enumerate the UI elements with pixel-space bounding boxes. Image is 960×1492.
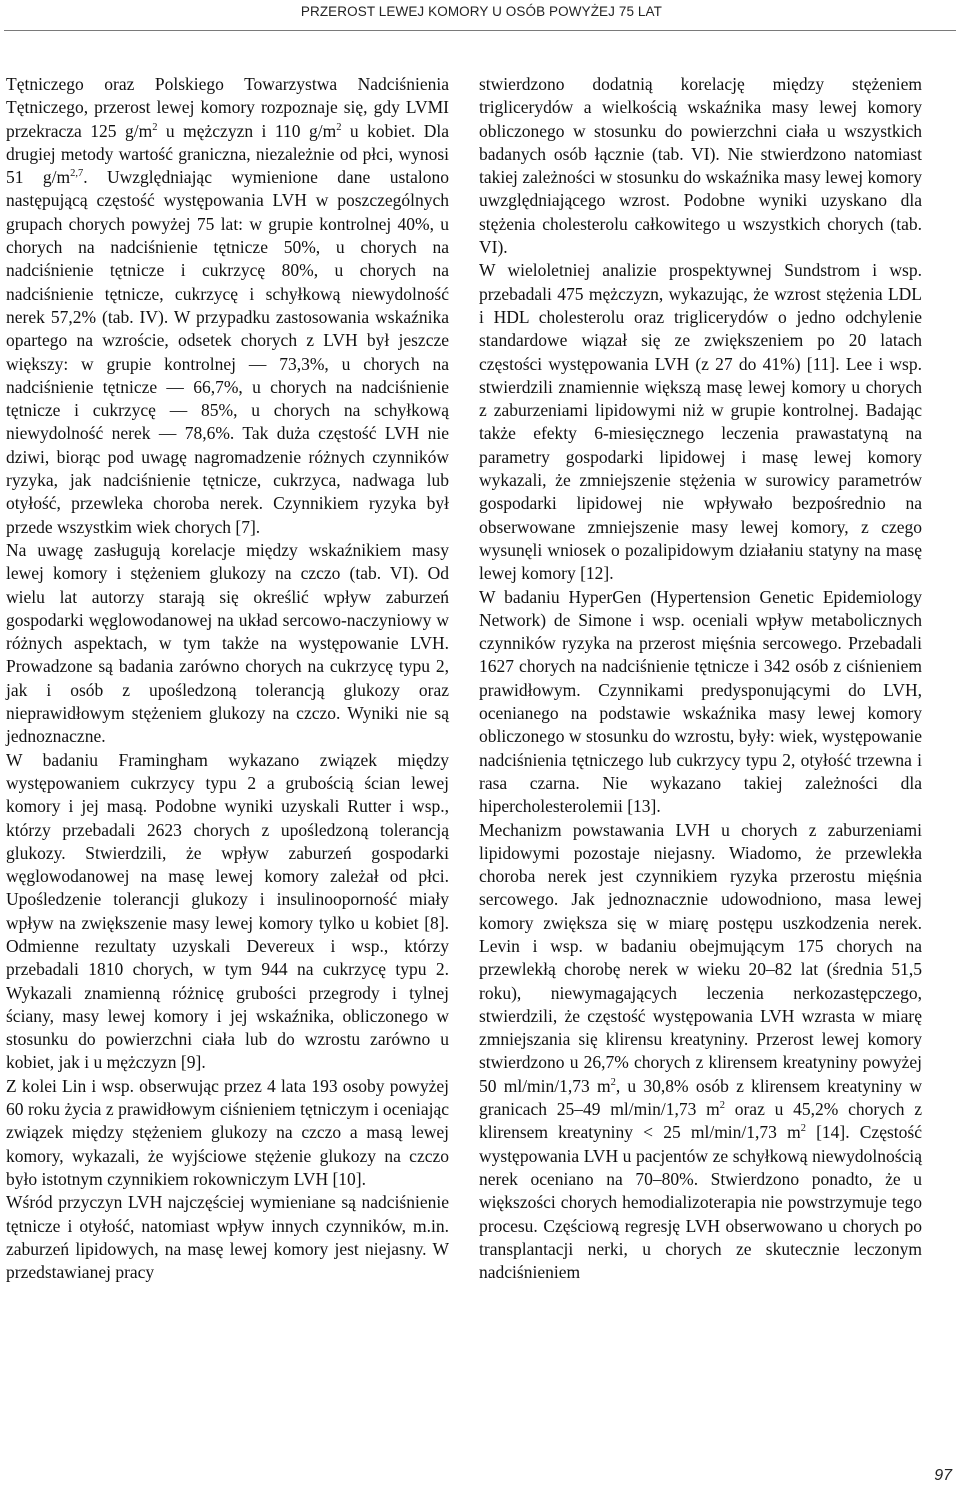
paragraph: W wieloletniej analizie prospektywnej Sundstrom i wsp. przebadali 475 mężczyzn, wykazując, że wzrost stężenia LDL i HDL cholesterolu oraz triglicerydów o jedno odchylenie standardowe wiązał się ze zwiększeniem po 20 latach częstości występowania LVH (z 27 do 41%) [11]. Lee i wsp. stwierdzili znamiennie większą masę lewej komory u chorych z zaburzeniami lipidowymi niż w grupie kontrolnej. Badając także efekty 6-miesięcznego leczenia prawastatyną na parametry gospodarki lipidowej i masę lewej komory wykazali, że zmniejszenie stężenia w surowicy parametrów gospodarki lipidowej nie wpływało bezpośrednio na obserwowane zmniejszenie masy lewej komory, z czego wysunęli wniosek o pozalipidowym działaniu statyny na masę lewej komory [12]. — [479, 260, 922, 584]
paragraph: Wśród przyczyn LVH najczęściej wymieniane są nadciśnienie tętnicze i otyłość, natomiast wpływ innych czynników, m.in. zaburzeń lipidowych, na masę lewej komory jest niejasny. W przedstawianej pracy — [6, 1192, 449, 1283]
paragraph: Mechanizm powstawania LVH u chorych z zaburzeniami lipidowymi pozostaje niejasny. Wiadomo, że przewlekła choroba nerek jest czynnikiem ryzyka przerostu mięśnia sercowego. Jak jednoznacznie udowodniono, masa lewej komory zwiększa się w miarę postępu uszkodzenia nerek. Levin i wsp. w badaniu obejmującym 175 chorych na przewlekłą chorobę nerek w wieku 20–82 lat (średnia 51,5 roku), niewymagających leczenia nerkozastępczego, stwierdzili, że częstość występowania LVH wzrasta w miarę zmniejszania się klirensu kreatyniny. Przerost lewej komory stwierdzono u 26,7% chorych z klirensem kreatyniny powyżej 50 ml/min/1,73 $m^2$, u 30,8% osób z klirensem kreatyniny w granicach 25–49 ml/min/1,73 $m^2$ oraz u 45,2% chorych z klirensem kreatyniny < 25 ml/min/1,73 $m^2$ [14]. Częstość występowania LVH u pacjentów ze schyłkową niewydolnością nerek oceniano na 70–80%. Stwierdzono ponadto, że u większości chorych hemodializoterapia nie powstrzymuje tego procesu. Częściową regresję LVH obserwowano u chorych po transplantacji nerki, u chorych ze skutecznie leczonym nadciśnieniem — [479, 819, 922, 1283]
header-rule — [4, 30, 956, 31]
right-column — [479, 73, 922, 1284]
paragraph: Z kolei Lin i wsp. obserwując przez 4 lata 193 osoby powyżej 60 roku życia z prawidłowym ciśnieniem tętniczym i oceniając związek między stężeniem glukozy na czczo a masą lewej komory, wykazali, że wyjściowe stężenie glukozy na czczo było istotnym czynnikiem rokowniczym LVH [10]. — [6, 1075, 449, 1189]
running-head: PRZEROST LEWEJ KOMORY U OSÓB POWYŻEJ 75 LAT — [300, 4, 662, 19]
paragraph: W badaniu HyperGen (Hypertension Genetic Epidemiology Network) de Simone i wsp. oceniali wpływ metabolicznych czynników ryzyka na przerost mięśnia sercowego. Przebadali 1627 chorych na nadciśnienie tętnicze i 342 osób z ciśnieniem prawidłowym. Czynnikami predysponującymi do LVH, ocenianego na podstawie wskaźnika masy lewej komory obliczonego w stosunku do wzrostu, były: wiek, występowanie nadciśnienia tętniczego lub cukrzycy typu 2, otyłość trzewna i rasa czarna. Nie wykazano takiej zależności dla hipercholesterolemii [13]. — [479, 586, 922, 817]
paragraph: stwierdzono dodatnią korelację między stężeniem triglicerydów a wielkością wskaźnika masy lewej komory obliczonego w stosunku do powierzchni ciała u wszystkich badanych osób łącznie (tab. VI). Nie stwierdzono natomiast takiej zależności w stosunku do wskaźnika masy lewej komory uwzględniającego wzrost. Podobne wyniki uzyskano dla stężenia cholesterolu całkowitego u wszystkich chorych (tab. VI). — [479, 74, 922, 258]
page-number: 97 — [934, 1467, 952, 1484]
paragraph: W badaniu Framingham wykazano związek między występowaniem cukrzycy typu 2 a grubością ścian lewej komory i jej masą. Podobne wyniki uzyskali Rutter i wsp., którzy przebadali 2623 chorych z upośledzoną tolerancją glukozy. Stwierdzili, że wpływ zaburzeń gospodarki węglowodanowej na masę lewej komory zależał od płci. Upośledzenie tolerancji glukozy i insulinooporność miały wpływ na zwiększenie masy lewej komory tylko u kobiet [8]. Odmienne rezultaty uzyskali Devereux i wsp., którzy przebadali 1810 chorych, w tym 944 na cukrzycę typu 2. Wykazali znamienną różnicę grubości przegrody i tylnej ściany, masy lewej komory i jej wskaźnika, obliczonego w stosunku do powierzchni ciała lub do wzrostu zarówno u kobiet, jak i u mężczyzn [9]. — [6, 749, 449, 1073]
left-column — [6, 73, 449, 1284]
paragraph: Na uwagę zasługują korelacje między wskaźnikiem masy lewej komory i stężeniem glukozy na czczo (tab. VI). Od wielu lat autorzy starają się określić wpływ zaburzeń gospodarki węglowodanowej na układ sercowo-naczyniowy w różnych aspektach, w tym także na występowanie LVH. Prowadzone są badania zarówno chorych na cukrzycę typu 2, jak i osób z upośledzoną tolerancją glukozy oraz nieprawidłowym stężeniem glukozy na czczo. Wyniki nie są jednoznaczne. — [6, 539, 449, 747]
paragraph: Tętniczego oraz Polskiego Towarzystwa Nadciśnienia Tętniczego, przerost lewej komory rozpoznaje się, gdy LVMI przekracza 125 $g/m^2$ u mężczyzn i 110 $g/m^2$ u kobiet. Dla drugiej metody wartość graniczna, niezależnie od płci, wynosi 51 $g/m^{2,7}$. Uwzględniając wymienione dane ustalono następującą częstość występowania LVH w poszczególnych grupach chorych powyżej 75 lat: w grupie kontrolnej 40%, u chorych na nadciśnienie tętnicze 50%, u chorych na nadciśnienie tętnicze i cukrzycę 80%, u chorych na nadciśnienie tętnicze, cukrzycę i schyłkową niewydolność nerek 57,2% (tab. IV). W przypadku zastosowania wskaźnika opartego na wzroście, odsetek chorych z LVH był jeszcze większy: w grupie kontrolnej — 73,3%, u chorych na nadciśnienie tętnicze — 66,7%, u chorych na nadciśnienie tętnicze i cukrzycę — 85%, u chorych na schyłkową niewydolność nerek — 78,6%. Tak duża częstość LVH nie dziwi, biorąc pod uwagę nagromadzenie różnych czynników ryzyka, jak nadciśnienie tętnicze, cukrzyca, nadwaga lub otyłość, przewleka choroba nerek. Czynnikiem ryzyka był przede wszystkim wiek chorych [7]. — [6, 74, 450, 537]
